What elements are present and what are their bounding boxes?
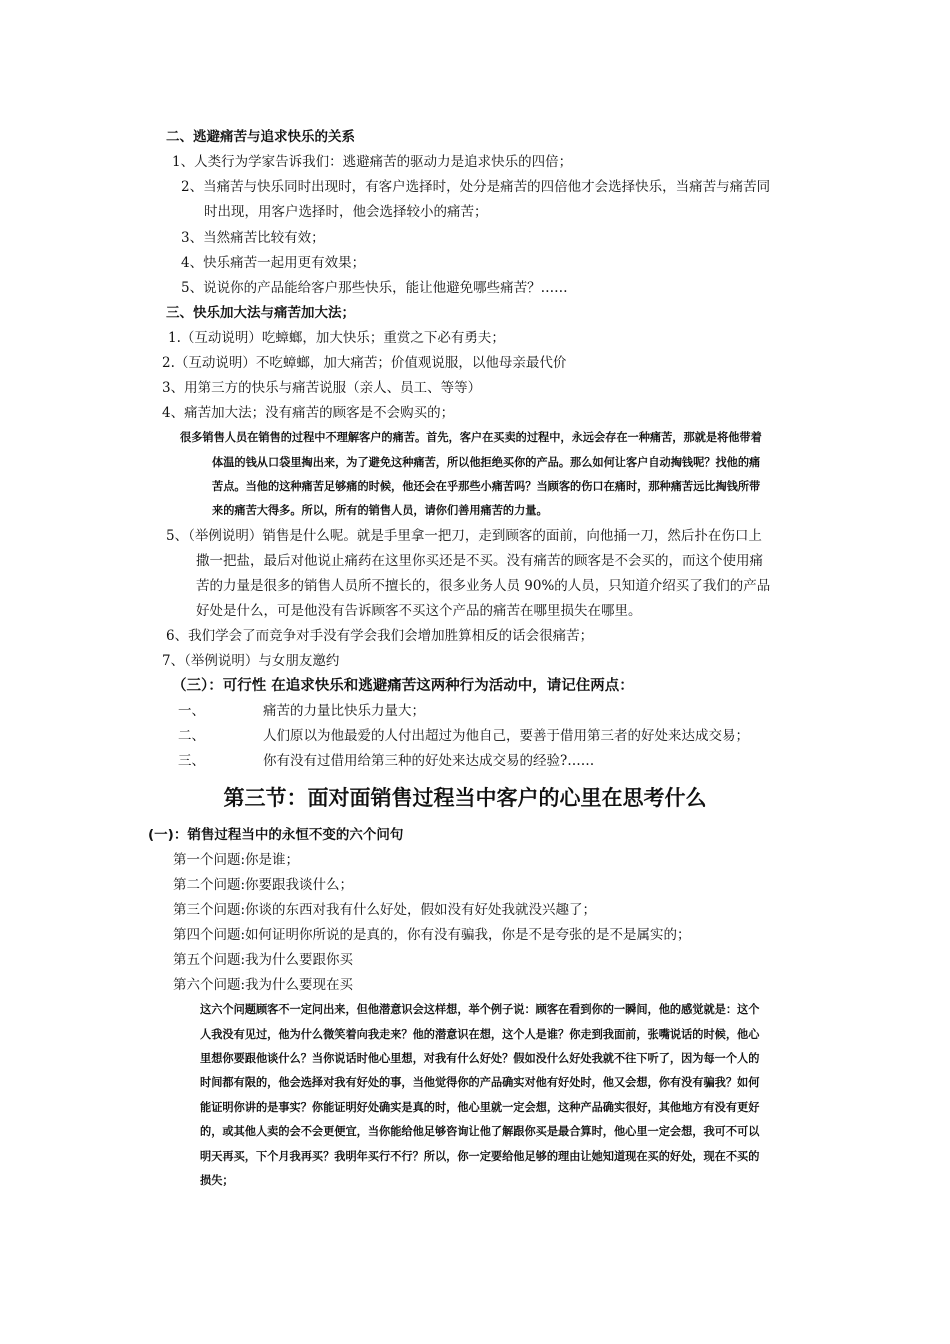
list-item-continuation: 时出现，用客户选择时，他会选择较小的痛苦； [204,204,488,220]
list-item: 3、用第三方的快乐与痛苦说服（亲人、员工、等等） [162,380,482,396]
list-item: 1、人类行为学家告诉我们：逃避痛苦的驱动力是追求快乐的四倍； [172,154,573,170]
list-item: 5、说说你的产品能给客户那些快乐，能让他避免哪些痛苦？…… [181,280,568,296]
paragraph-line: 很多销售人员在销售的过程中不理解客户的痛苦。首先，客户在买卖的过程中，永远会存在一种痛苦，那就是将他带着 [180,431,762,444]
question-line: 第四个问题:如何证明你所说的是真的，你有没有骗我，你是不是夸张的是不是属实的； [173,927,691,943]
list-item: 4、痛苦加大法；没有痛苦的顾客是不会购买的； [162,405,455,421]
section-heading-3: 三、快乐加大法与痛苦加大法； [166,305,355,321]
question-line: 第二个问题:你要跟我谈什么； [173,877,354,893]
numbered-item [178,701,425,721]
question-line: 第六个问题:我为什么要现在买 [173,977,354,993]
item-text: 你有没有过借用给第三种的好处来达成交易的经验?…… [263,753,595,769]
list-item-continuation: 好处是什么，可是他没有告诉顾客不买这个产品的痛苦在哪里损失在哪里。 [196,603,642,619]
paragraph-line: 明天再买，下个月我再买？我明年买行不行？所以，你一定要给他足够的理由让她知道现在买的好处，现在不买的 [200,1150,760,1163]
section-heading-2: 二、逃避痛苦与追求快乐的关系 [166,129,355,145]
paragraph-line: 时间都有限的，他会选择对我有好处的事，当他觉得你的产品确实对他有好处时，他又会想，你有没有骗我？如何 [200,1076,760,1089]
question-line: 第三个问题:你谈的东西对我有什么好处，假如没有好处我就没兴趣了； [173,902,597,918]
list-item: 5、（举例说明）销售是什么呢。就是手里拿一把刀，走到顾客的面前，向他捅一刀，然后扑在伤口上 [166,528,762,544]
item-text: 人们原以为他最爱的人付出超过为他自己，要善于借用第三者的好处来达成交易； [263,728,749,744]
paragraph-line: 损失； [200,1174,234,1187]
paragraph-line: 人我没有见过，他为什么微笑着向我走来？他的潜意识在想，这个人是谁？你走到我面前，张嘴说话的时候，他心 [200,1028,760,1041]
section-title: 第三节：面对面销售过程当中客户的心里在思考什么 [223,786,707,810]
paragraph-line: 这六个问题顾客不一定问出来，但他潜意识会这样想，举个例子说：顾客在看到你的一瞬间，他的感觉就是：这个 [200,1003,760,1016]
list-item: 2.（互动说明）不吃蟑螂，加大痛苦；价值观说服，以他母亲最代价 [162,355,567,371]
paragraph-line: 体温的钱从口袋里掏出来，为了避免这种痛苦，所以他拒绝买你的产品。那么如何让客户自动掏钱呢？找他的痛 [212,456,761,469]
list-item: 7、（举例说明）与女朋友邀约 [162,653,340,669]
item-number: 二、 [178,728,205,744]
list-item: 6、我们学会了而竞争对手没有学会我们会增加胜算相反的话会很痛苦； [166,628,594,644]
numbered-item [178,726,749,746]
question-line: 第五个问题:我为什么要跟你买 [173,952,354,968]
numbered-item [178,751,594,771]
list-item: 3、当然痛苦比较有效； [181,230,325,246]
question-line: 第一个问题:你是谁； [173,852,300,868]
paragraph-line: 的，或其他人卖的会不会更便宜，当你能给他足够咨询让他了解跟你买是最合算时，他心里一定会想，我可不可以 [200,1125,760,1138]
list-item: 4、快乐痛苦一起用更有效果； [181,255,366,271]
item-text: 痛苦的力量比快乐力量大； [263,703,425,719]
part-heading: (一)：销售过程当中的永恒不变的六个问句 [148,827,404,843]
list-item-continuation: 苦的力量是很多的销售人员所不擅长的，很多业务人员 90%的人员，只知道介绍买了我们的产品 [196,578,771,594]
list-item: 2、当痛苦与快乐同时出现时，有客户选择时，处分是痛苦的四倍他才会选择快乐，当痛苦与痛苦同 [181,179,771,195]
list-item: 1.（互动说明）吃蟑螂，加大快乐；重赏之下必有勇夫； [168,330,505,346]
list-item-continuation: 撒一把盐，最后对他说止痛药在这里你买还是不买。没有痛苦的顾客是不会买的，而这个使用痛 [196,553,763,569]
paragraph-line: 苦点。当他的这种痛苦足够痛的时候，他还会在乎那些小痛苦吗？当顾客的伤口在痛时，那种痛苦远比掏钱所带 [212,480,761,493]
paragraph-line: 里想你要跟他谈什么？当你说话时他心里想，对我有什么好处？假如没什么好处我就不往下听了，因为每一个人的 [200,1052,760,1065]
paragraph-line: 来的痛苦大得多。所以，所有的销售人员，请你们善用痛苦的力量。 [212,504,548,517]
item-number: 一、 [178,703,205,719]
paragraph-line: 能证明你讲的是事实？你能证明好处确实是真的时，他心里就一定会想，这种产品确实很好，其他地方有没有更好 [200,1101,760,1114]
subsection-heading: （三）：可行性 在追求快乐和逃避痛苦这两种行为活动中，请记住两点： [172,678,634,694]
item-number: 三、 [178,753,205,769]
